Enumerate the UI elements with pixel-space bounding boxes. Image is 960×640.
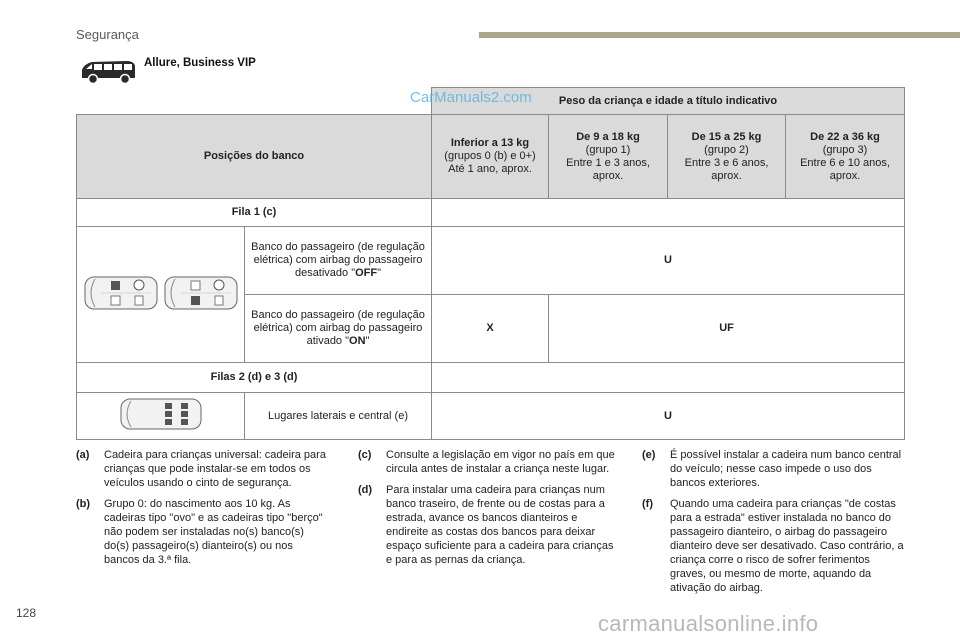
group-column-1: De 9 a 18 kg (grupo 1) Entre 1 e 3 anos, aprox.: [549, 115, 668, 199]
group-column-0: Inferior a 13 kg (grupos 0 (b) e 0+) Até 1 ano, aprox.: [432, 115, 549, 199]
watermark-bottom: carmanualsonline.info: [598, 611, 819, 636]
van-icon: [78, 56, 138, 86]
group-column-2: De 15 a 25 kg (grupo 2) Entre 3 e 6 anos, aprox.: [668, 115, 786, 199]
seat-airbag-off: Banco do passageiro (de regulação elétrica) com airbag do passageiro desativado "OFF": [245, 227, 432, 295]
front-seat-diagram: [77, 227, 245, 363]
seat-positions-header: Posições do banco: [77, 115, 432, 199]
value-airbag-on-rest: UF: [549, 295, 905, 363]
row-label-filas-2-3: Filas 2 (d) e 3 (d): [77, 363, 432, 393]
note-c: (c) Consulte a legislação em vigor no país em que circula antes de instalar a criança neste lugar.: [358, 449, 615, 475]
row-label-fila-1: Fila 1 (c): [77, 199, 432, 227]
note-b: (b) Grupo 0: do nascimento aos 10 kg. As cadeiras tipo "ovo" e as cadeiras tipo "berço" não podem ser instaladas no(s) banco(s) do(s) passageiro(s) dianteiro(s) ou nos bancos da 3.ª fila.: [76, 498, 323, 566]
value-airbag-off: U: [432, 227, 905, 295]
group-column-3: De 22 a 36 kg (grupo 3) Entre 6 e 10 anos, aprox.: [786, 115, 905, 199]
value-airbag-on-col1: X: [432, 295, 549, 363]
rear-seat-diagram: [77, 393, 245, 440]
note-a: (a) Cadeira para crianças universal: cadeira para crianças que pode instalar-se em todos os veículos usando o cinto de segurança.: [76, 449, 326, 489]
child-seat-table: [76, 87, 905, 440]
watermark-top: CarManuals2.com: [410, 89, 532, 106]
note-d: (d) Para instalar uma cadeira para crianças num banco traseiro, de frente ou de costas para a estrada, avance os bancos dianteiros e endireite as costas dos bancos para deixar espaço suficiente para a cadeira para crianças e para as pernas da criança.: [358, 484, 614, 566]
rear-seats-diagram-icon: [119, 395, 203, 433]
notes-column-3: [642, 448, 906, 602]
notes-column-1: [76, 448, 330, 574]
weight-age-header: Peso da criança e idade a título indicativo: [432, 88, 905, 115]
rear-seats-label: Lugares laterais e central (e): [245, 393, 432, 440]
notes-column-2: [358, 448, 622, 574]
value-rear-seats: U: [432, 393, 905, 440]
note-f: (f) Quando uma cadeira para crianças "de costas para a estrada" estiver instalada no banco do passageiro dianteiro, o airbag do passageiro dianteiro deve ser desativado. Caso contrário, a criança corre o risco de sofrer ferimentos graves, ou mesmo de morte, aquando da ativação do airbag.: [642, 498, 904, 594]
front-seats-diagram-icon: [81, 267, 241, 319]
section-title: Segurança: [76, 27, 139, 42]
seat-airbag-on: Banco do passageiro (de regulação elétrica) com airbag do passageiro ativado "ON": [245, 295, 432, 363]
page-number: 128: [16, 606, 37, 620]
note-e: (e) É possível instalar a cadeira num banco central do veículo; nesse caso impede o uso dos bancos exteriores.: [642, 449, 902, 489]
header-rule: [479, 32, 960, 38]
vehicle-variant: Allure, Business VIP: [144, 57, 256, 69]
